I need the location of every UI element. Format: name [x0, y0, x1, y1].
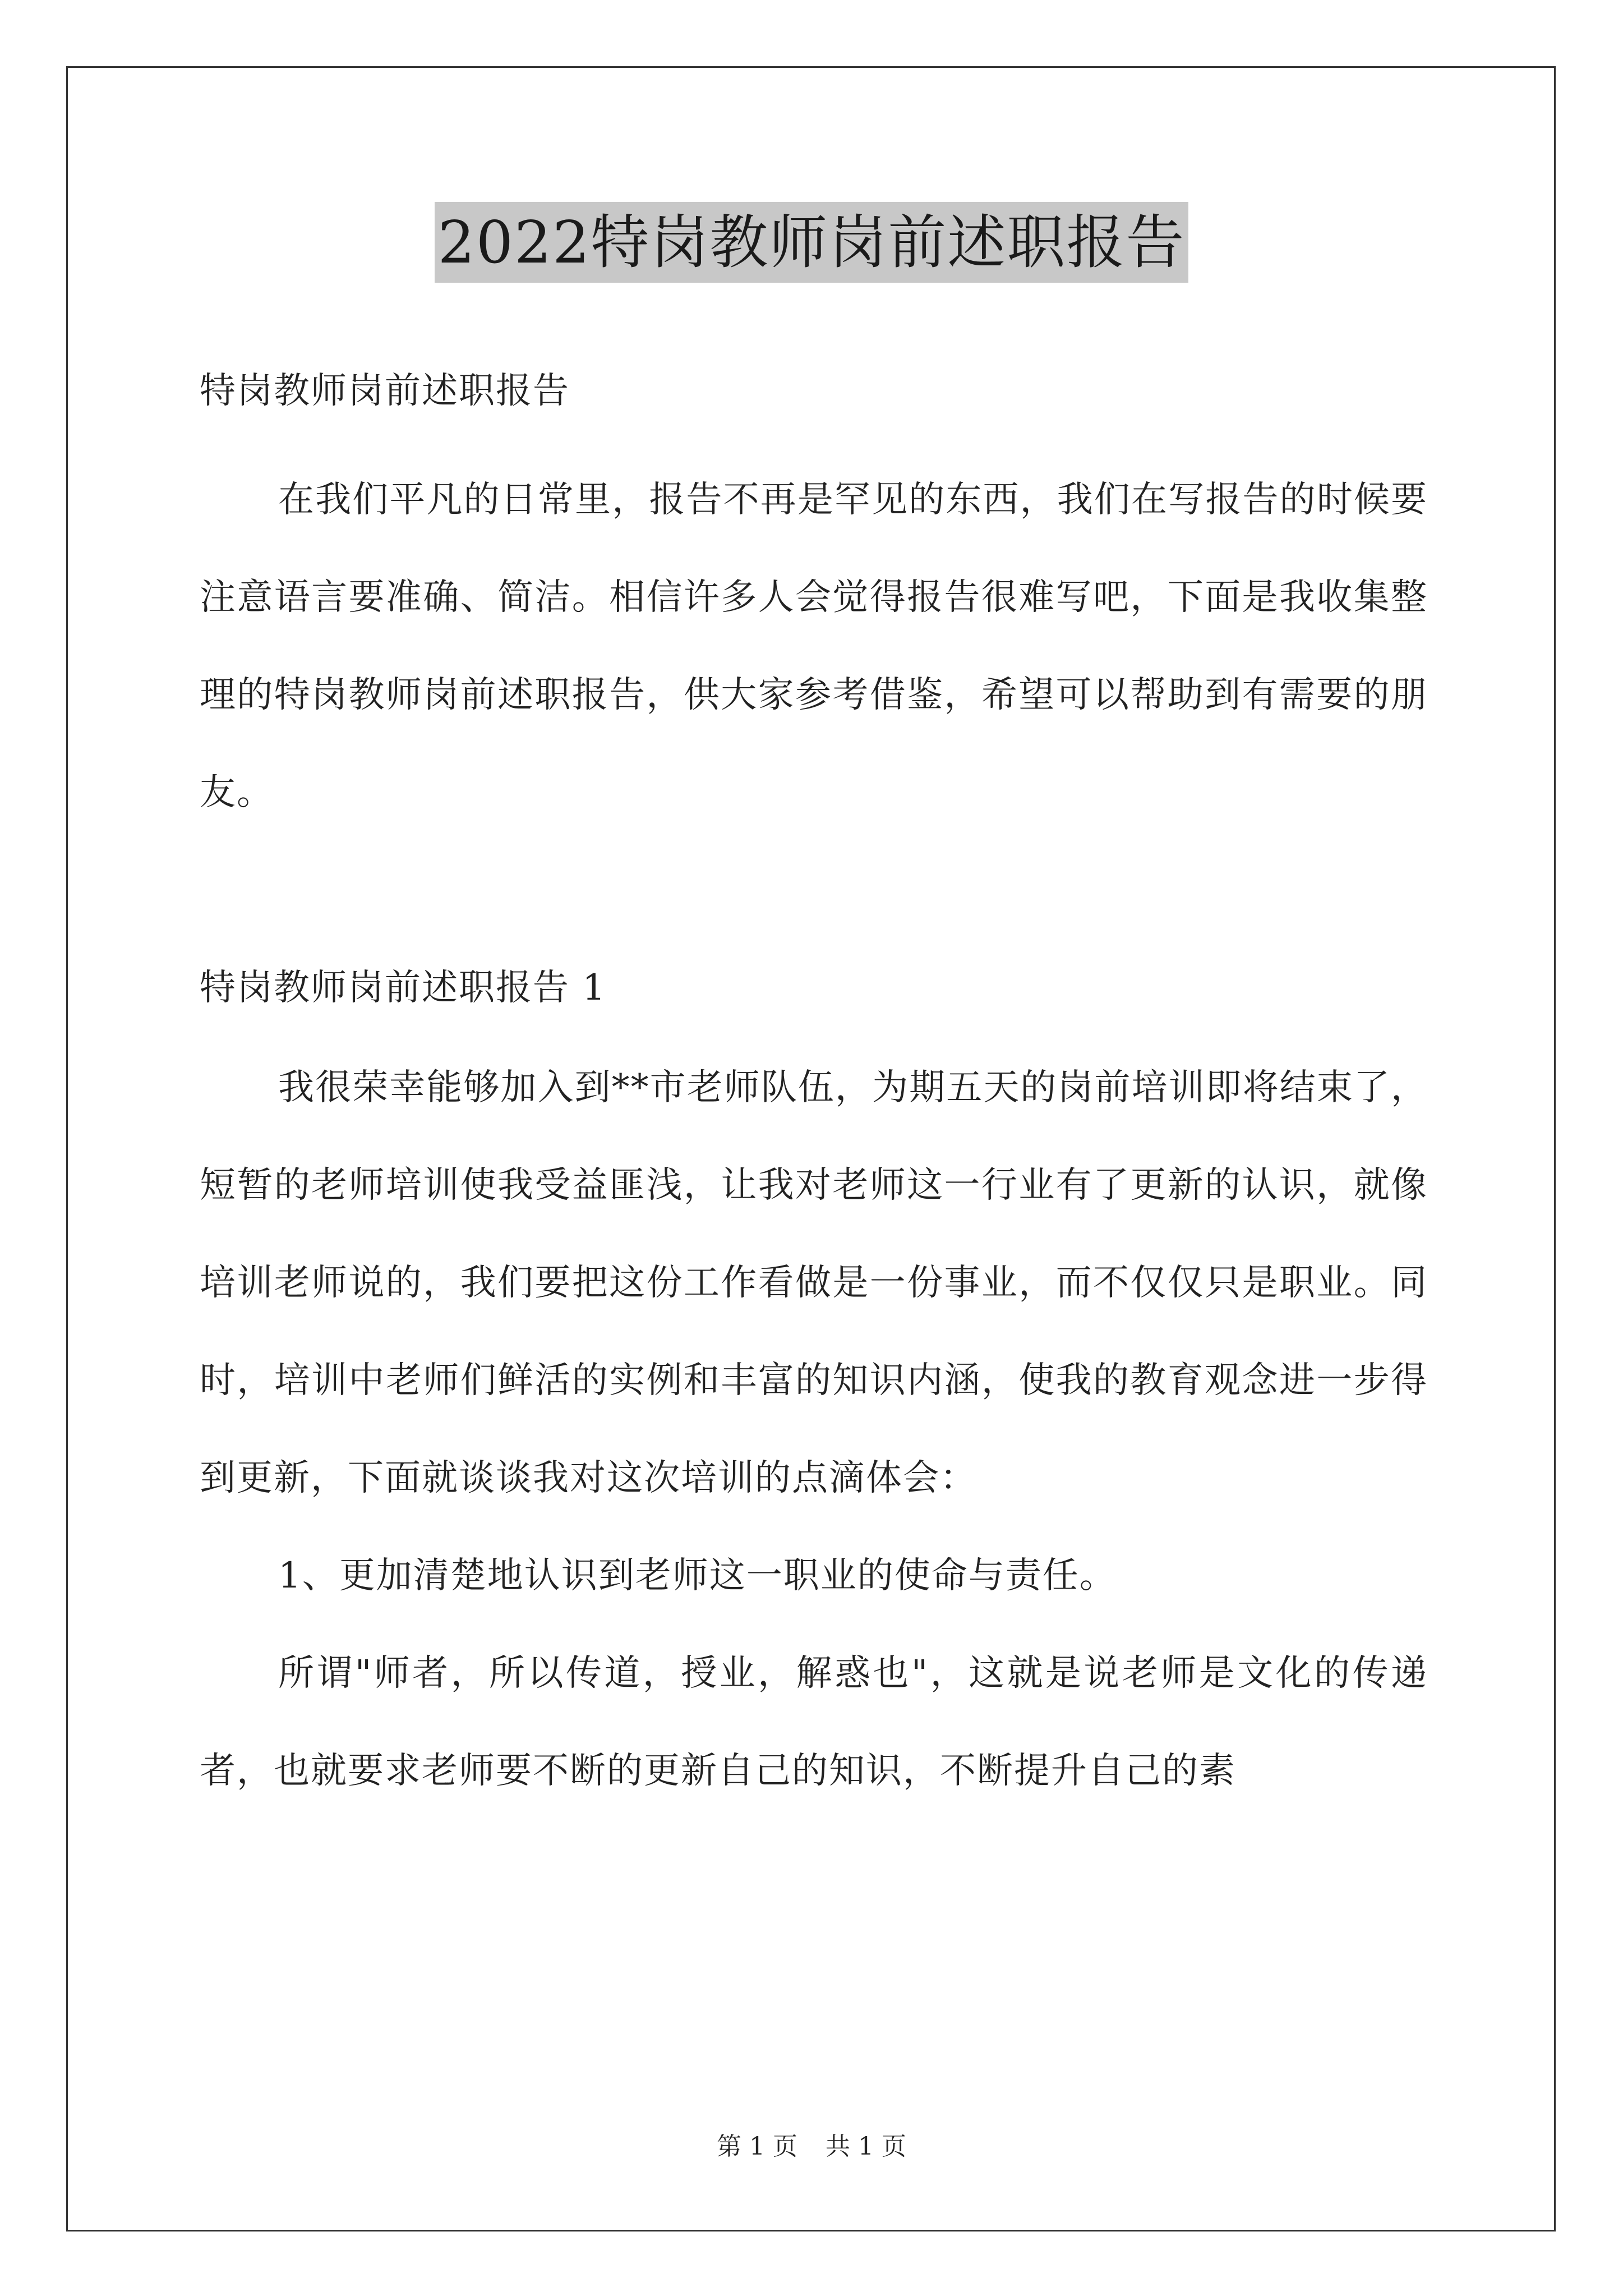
section-list-item-1: 1、更加清楚地认识到老师这一职业的使命与责任。 [278, 1555, 1117, 1596]
section-paragraph-2: 所谓"师者，所以传道，授业，解惑也"，这就是说老师是文化的传递者，也就要求老师要不断的更新自己的知识，不断提升自己的素 [200, 1653, 1428, 1792]
page-number-total: 共 1 页 [826, 2132, 906, 2161]
intro-paragraph: 在我们平凡的日常里，报告不再是罕见的东西，我们在写报告的时候要注意语言要准确、简洁。相信许多人会觉得报告很难写吧，下面是我收集整理的特岗教师岗前述职报告，供大家参考借鉴，希望可以帮助到有需要的朋友。 [200, 479, 1428, 813]
section-heading: 特岗教师岗前述职报告 1 [200, 967, 607, 1009]
document-title: 2022特岗教师岗前述职报告 [435, 202, 1189, 283]
document-body [200, 342, 1428, 1820]
section-paragraph-1: 我很荣幸能够加入到**市老师队伍，为期五天的岗前培训即将结束了，短暂的老师培训使我受益匪浅，让我对老师这一行业有了更新的认识，就像培训老师说的，我们要把这份工作看做是一份事业，而不仅仅只是职业。同时，培训中老师们鲜活的实例和丰富的知识内涵，使我的教育观念进一步得到更新，下面就谈谈我对这次培训的点滴体会： [200, 1067, 1428, 1499]
document-subtitle: 特岗教师岗前述职报告 [200, 370, 570, 412]
page-number-current: 第 1 页 [717, 2132, 797, 2161]
page-footer [0, 2126, 1623, 2162]
title-container [0, 202, 1623, 283]
